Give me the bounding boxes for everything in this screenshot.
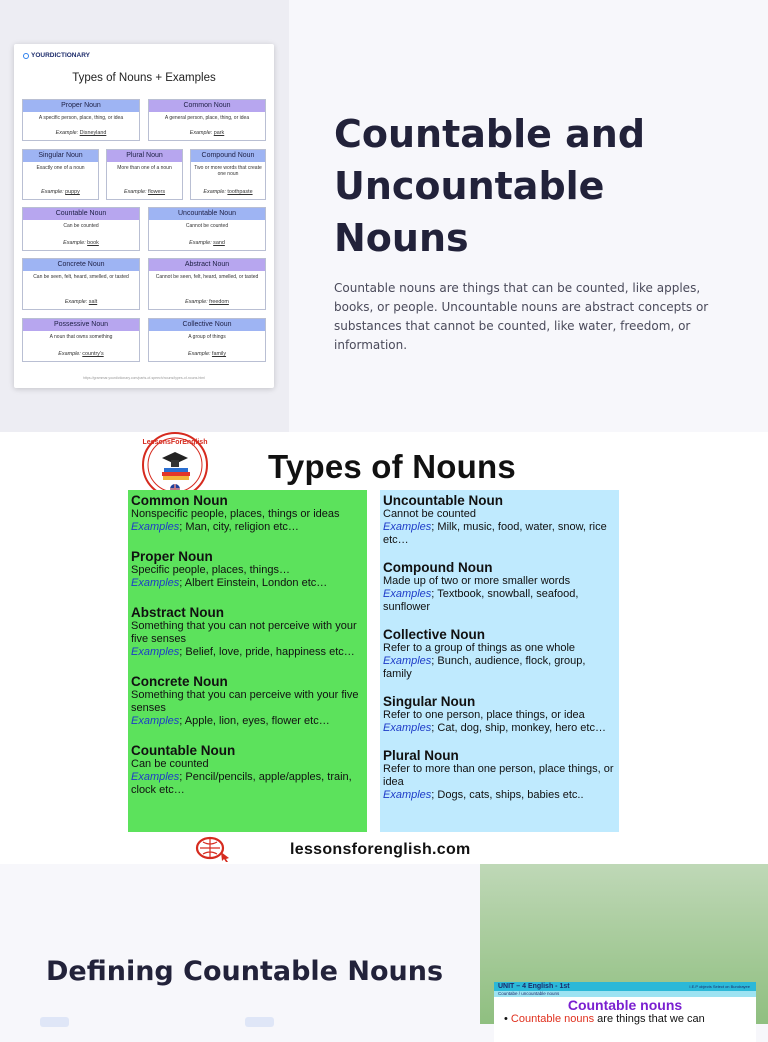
example-word: book xyxy=(87,240,99,246)
lessonsforenglish-logo xyxy=(126,432,224,499)
examples-label: Examples xyxy=(131,521,180,533)
noun-type-desc: A noun that owns something xyxy=(49,334,113,340)
infographic-card xyxy=(14,44,274,388)
chart-title: Types of Nouns xyxy=(268,448,516,485)
logo-text: YOURDICTIONARY xyxy=(31,52,90,59)
section-title: Countable and Uncountable Nouns xyxy=(334,112,646,260)
example-word: freedom xyxy=(209,299,229,305)
example-prefix: Example: xyxy=(64,299,88,305)
right-noun-panel xyxy=(380,490,619,832)
types-of-nouns-infographic[interactable] xyxy=(0,0,289,432)
noun-type-desc: Can be seen, felt, heard, smelled, or tasted xyxy=(33,274,129,280)
example-word: salt xyxy=(88,299,98,305)
examples-label: Examples xyxy=(383,588,432,600)
noun-type-desc: Cannot be seen, felt, heard, smelled, or tasted xyxy=(155,274,259,280)
noun-desc-text: Refer to more than one person, place things, or idea xyxy=(383,763,614,788)
examples-label: Examples xyxy=(383,521,432,533)
noun-desc xyxy=(383,508,616,547)
noun-desc xyxy=(383,642,616,681)
section-title: Defining Countable Nouns xyxy=(46,956,444,987)
noun-desc xyxy=(131,689,364,728)
example-word: park xyxy=(213,130,225,136)
noun-name: Countable Noun xyxy=(131,743,236,758)
noun-type-desc: A specific person, place, thing, or idea xyxy=(38,115,124,121)
noun-type-example xyxy=(149,240,265,246)
noun-entry xyxy=(131,605,364,659)
noun-type-desc: A group of things xyxy=(188,334,226,340)
noun-type-box xyxy=(22,149,99,200)
yourdictionary-logo xyxy=(23,52,90,59)
noun-type-box xyxy=(22,207,140,251)
noun-entry xyxy=(383,694,616,735)
noun-examples: ; Man, city, religion etc… xyxy=(179,521,299,533)
examples-label: Examples xyxy=(131,771,180,783)
example-word: family xyxy=(211,351,227,357)
example-word: flowers xyxy=(147,189,166,195)
noun-examples: ; Bunch, audience, flock, group, family xyxy=(383,655,586,680)
noun-type-box xyxy=(22,99,140,141)
infographic-url: https://grammar.yourdictionary.com/parts-of-speech/nouns/types-of-nouns.html xyxy=(83,376,205,380)
noun-desc xyxy=(131,564,364,590)
example-word: Disneyland xyxy=(79,130,107,136)
noun-name: Concrete Noun xyxy=(131,674,228,689)
noun-entry xyxy=(131,743,364,797)
noun-type-example xyxy=(149,351,265,357)
example-word: toothpaste xyxy=(227,189,253,195)
example-prefix: Example: xyxy=(41,189,64,195)
noun-desc-text: Specific people, places, things… xyxy=(131,564,290,576)
noun-type-name: Possessive Noun xyxy=(23,319,139,331)
noun-type-name: Abstract Noun xyxy=(149,259,265,271)
noun-name: Singular Noun xyxy=(383,694,476,709)
noun-entry xyxy=(383,748,616,802)
chart-footer-url: lessonsforenglish.com xyxy=(290,841,471,858)
noun-examples: ; Albert Einstein, London etc… xyxy=(179,577,328,589)
noun-type-desc: Cannot be counted xyxy=(185,223,229,229)
noun-desc-text: Refer to one person, place things, or idea xyxy=(383,709,585,721)
noun-type-box xyxy=(148,258,266,310)
noun-type-desc: A general person, place, thing, or idea xyxy=(164,115,250,121)
noun-desc xyxy=(383,763,616,802)
noun-desc xyxy=(131,620,364,659)
noun-type-desc: Can be counted xyxy=(63,223,99,229)
noun-name: Plural Noun xyxy=(383,748,459,763)
noun-type-name: Singular Noun xyxy=(23,150,98,162)
infographic-title: Types of Nouns + Examples xyxy=(72,72,216,84)
noun-type-name: Common Noun xyxy=(149,100,265,112)
noun-desc xyxy=(131,758,364,797)
example-prefix: Example: xyxy=(63,240,86,246)
noun-entry xyxy=(383,493,616,547)
slide-bullet-highlight: Countable nouns xyxy=(510,1013,595,1025)
noun-type-box xyxy=(148,318,266,362)
noun-entry xyxy=(131,493,364,534)
noun-type-box xyxy=(148,207,266,251)
noun-desc-text: Refer to a group of things as one whole xyxy=(383,642,576,654)
noun-type-name: Countable Noun xyxy=(23,208,139,220)
noun-type-name: Concrete Noun xyxy=(23,259,139,271)
noun-type-desc: More than one of a noun xyxy=(117,165,172,171)
noun-type-desc: Two or more words that create one noun xyxy=(194,165,262,177)
example-word: sand xyxy=(213,240,225,246)
noun-type-name: Compound Noun xyxy=(191,150,265,162)
mouse-globe-icon xyxy=(193,836,233,862)
countable-nouns-slide-image[interactable] xyxy=(480,864,768,1024)
noun-type-name: Plural Noun xyxy=(107,150,182,162)
example-prefix: Example: xyxy=(189,130,213,136)
noun-type-box xyxy=(22,258,140,310)
examples-label: Examples xyxy=(383,789,432,801)
noun-desc-text: Made up of two or more smaller words xyxy=(383,575,571,587)
noun-desc xyxy=(383,709,616,735)
noun-name: Abstract Noun xyxy=(131,605,225,620)
types-of-nouns-chart-image[interactable] xyxy=(0,432,768,864)
examples-label: Examples xyxy=(131,577,180,589)
noun-entry xyxy=(383,560,616,614)
noun-desc xyxy=(383,575,616,614)
noun-name: Proper Noun xyxy=(131,549,213,564)
noun-type-example xyxy=(23,299,139,305)
examples-label: Examples xyxy=(131,646,180,658)
noun-type-name: Collective Noun xyxy=(149,319,265,331)
noun-examples: ; Pencil/pencils, apple/apples, train, clock etc… xyxy=(131,771,352,796)
noun-type-example xyxy=(23,351,139,357)
tag-chip[interactable] xyxy=(40,1017,69,1027)
noun-desc-text: Can be counted xyxy=(131,758,209,770)
example-prefix: Example: xyxy=(185,299,208,305)
example-prefix: Example: xyxy=(55,130,79,136)
slide-title: Countable nouns xyxy=(567,997,683,1013)
section-defining-countable xyxy=(0,864,768,1024)
noun-entry xyxy=(131,549,364,590)
noun-type-name: Proper Noun xyxy=(23,100,139,112)
noun-examples: ; Milk, music, food, water, snow, rice etc… xyxy=(383,521,607,546)
noun-type-example xyxy=(149,299,265,305)
slide-bullet: • Countable nouns are things that we can xyxy=(504,1013,705,1025)
examples-label: Examples xyxy=(383,655,432,667)
noun-type-name: Uncountable Noun xyxy=(149,208,265,220)
noun-desc xyxy=(131,508,364,534)
noun-name: Collective Noun xyxy=(383,627,486,642)
slide-header-right: I.E.P objects Select on Bundrayee xyxy=(689,984,750,989)
slide-bullet-text: are things that we can xyxy=(594,1013,705,1025)
example-word: country's xyxy=(82,351,104,357)
lesson-slide xyxy=(494,982,756,1042)
noun-examples: ; Apple, lion, eyes, flower etc… xyxy=(179,715,330,727)
noun-entry xyxy=(131,674,364,728)
noun-type-example xyxy=(149,130,265,136)
example-word: puppy xyxy=(65,189,80,195)
noun-examples: ; Textbook, snowball, seafood, sunflower xyxy=(383,588,579,613)
example-prefix: Example: xyxy=(58,351,81,357)
logo-circle-icon xyxy=(23,53,29,59)
noun-name: Common Noun xyxy=(131,493,228,508)
noun-type-box xyxy=(22,318,140,362)
noun-name: Uncountable Noun xyxy=(383,493,503,508)
example-prefix: Example: xyxy=(203,189,226,195)
noun-type-box xyxy=(190,149,266,200)
noun-type-example xyxy=(23,240,139,246)
tag-chip[interactable] xyxy=(245,1017,274,1027)
section-countable-uncountable xyxy=(0,0,768,432)
slide-header-text: UNIT – 4 English - 1st xyxy=(498,983,570,990)
noun-type-box xyxy=(106,149,183,200)
noun-desc-text: Something that you can perceive with your five senses xyxy=(131,689,359,714)
left-noun-panel xyxy=(128,490,367,832)
noun-examples: ; Cat, dog, ship, monkey, hero etc… xyxy=(431,722,606,734)
noun-desc-text: Cannot be counted xyxy=(383,508,476,520)
example-prefix: Example: xyxy=(123,189,147,195)
noun-desc-text: Something that you can not perceive with your five senses xyxy=(131,620,357,645)
noun-examples: ; Dogs, cats, ships, babies etc.. xyxy=(431,789,584,801)
noun-type-example xyxy=(23,189,98,195)
noun-type-example xyxy=(191,189,265,195)
example-prefix: Example: xyxy=(189,240,212,246)
svg-text:LessonsForEnglish: LessonsForEnglish xyxy=(142,439,208,446)
slide-header-bar xyxy=(494,982,756,991)
noun-type-example xyxy=(107,189,182,195)
noun-examples: ; Belief, love, pride, happiness etc… xyxy=(179,646,355,658)
noun-type-box xyxy=(148,99,266,141)
example-prefix: Example: xyxy=(187,351,211,357)
noun-type-example xyxy=(23,130,139,136)
noun-type-desc: Exactly one of a noun xyxy=(36,165,85,171)
section-description: Countable nouns are things that can be counted, like apples, books, or people. Uncountable nouns are abstract concepts or substances that cannot be counted, like water, freedom, or information. xyxy=(334,281,709,352)
noun-entry xyxy=(383,627,616,681)
examples-label: Examples xyxy=(383,722,432,734)
slide-subheader: Countabe / uncountable nouns xyxy=(494,991,756,997)
examples-label: Examples xyxy=(131,715,180,727)
noun-name: Compound Noun xyxy=(383,560,493,575)
noun-desc-text: Nonspecific people, places, things or ideas xyxy=(131,508,340,520)
